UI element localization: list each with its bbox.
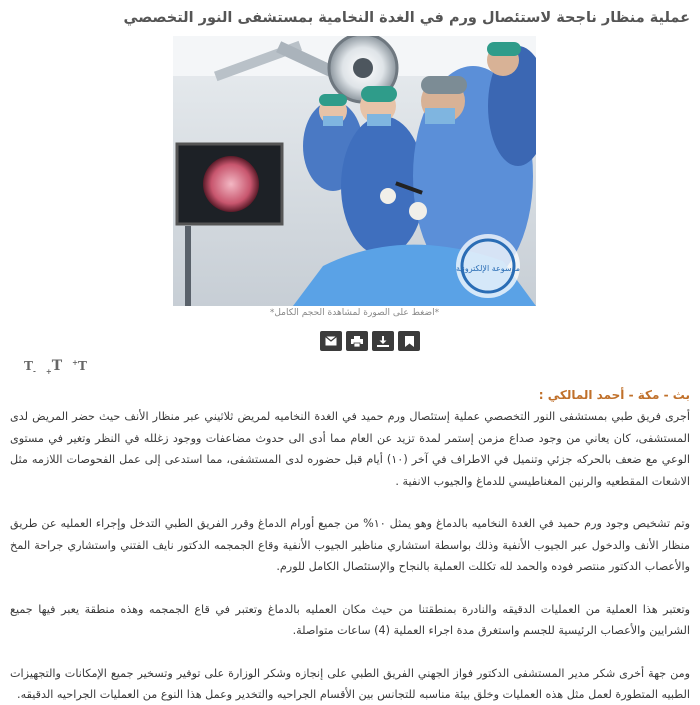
- font-decrease-label: T: [24, 359, 33, 373]
- article-photo[interactable]: [173, 36, 536, 306]
- font-decrease-button[interactable]: $T_-$: [24, 359, 36, 376]
- bookmark-button[interactable]: [398, 331, 420, 351]
- article-paragraph: وتعتبر هذا العملية من العمليات الدقيقه والنادرة بمنطقتنا من حيث مكان العمليه بالدماغ وتعتبر في قاع الجمجمه وهذه منطقة يعبر فيها جميع الشرايين والأعصاب الرئيسية للجسم واستغرق مدة اجراء العملية (4) ساعات متواصلة.: [10, 602, 690, 637]
- font-increase-label: T: [78, 359, 87, 373]
- email-button[interactable]: [320, 331, 342, 351]
- article-tools: [320, 331, 420, 351]
- download-icon: [377, 336, 389, 347]
- font-reset-label: T: [51, 358, 63, 374]
- article-paragraph: ومن جهة أخرى شكر مدير المستشفى الدكتور فواز الجهني الفريق الطبي على إنجازه وشكر الوزارة على توفير وتسخير جميع الإمكانات والتجهيزات الطبيه المتطورة لعمل مثل هذه العمليات وخلق بيئة مناسبه للتجانس بين الأقسام الجراحيه والتخدير وعمل هذا النوع من العمليات الجراحيه الدقيقه.: [10, 666, 690, 701]
- image-caption: *اضغط على الصورة لمشاهدة الحجم الكامل*: [269, 308, 440, 318]
- email-icon: [325, 336, 337, 346]
- print-button[interactable]: [346, 331, 368, 351]
- bookmark-icon: [405, 336, 414, 347]
- surgery-photo-illustration: [173, 36, 536, 306]
- logo-watermark: موسوعة الإلكترونية: [455, 264, 521, 273]
- download-button[interactable]: [372, 331, 394, 351]
- print-icon: [351, 336, 363, 347]
- article-byline: بث - مكة - أحمد المالكي :: [538, 388, 690, 402]
- article-body: [10, 406, 690, 705]
- font-reset-button[interactable]: $_+$T: [45, 358, 63, 376]
- article-title: عملية منظار ناجحة لاستئصال ورم في الغدة النخامية بمستشفى النور التخصصي: [123, 10, 690, 26]
- article-paragraph: وتم تشخيص وجود ورم حميد في الغدة النخاميه بالدماغ وهو يمثل ١٠% من جميع أورام الدماغ وقرر الفريق الطبي التدخل وإجراء العمليه عن طريق منظار الأنف والدخول عبر الجيوب الأنفية وذلك بواسطة استشاري مناظير الجيوب الأنفية وقاع الجمجمه الدكتور نايف الفتني واستشاري جراحة المخ والأعصاب الدكتور منتصر فوده والحمد لله تكللت العملية بالنجاح والإستئصال الكامل للورم.: [10, 517, 690, 573]
- font-increase-button[interactable]: +T: [72, 358, 87, 373]
- font-size-controls: [24, 358, 87, 376]
- article-paragraph: أجرى فريق طبي بمستشفى النور التخصصي عملية إستئصال ورم حميد في الغدة النخاميه لمريض ثلاثيني عبر منظار الأنف حيث حضر المريض لدى المستشفى، كان يعاني من وجود صداع مزمن إستمر لمدة تزيد عن العام مما أدى الى حدوث مضاعفات ووجود زغلله في النظر وتغير في مستوى الوعي مع ضعف بالحركه جزئي وتنميل في الاطراف في آخر (١٠) أيام قبل حضوره لدى المستشفى، مما استدعى إلى عمل الفحوصات اللازمه مثل الاشعات المقطعيه والرنين المغناطيسي للدماغ والجيوب الانفية .: [10, 410, 690, 488]
